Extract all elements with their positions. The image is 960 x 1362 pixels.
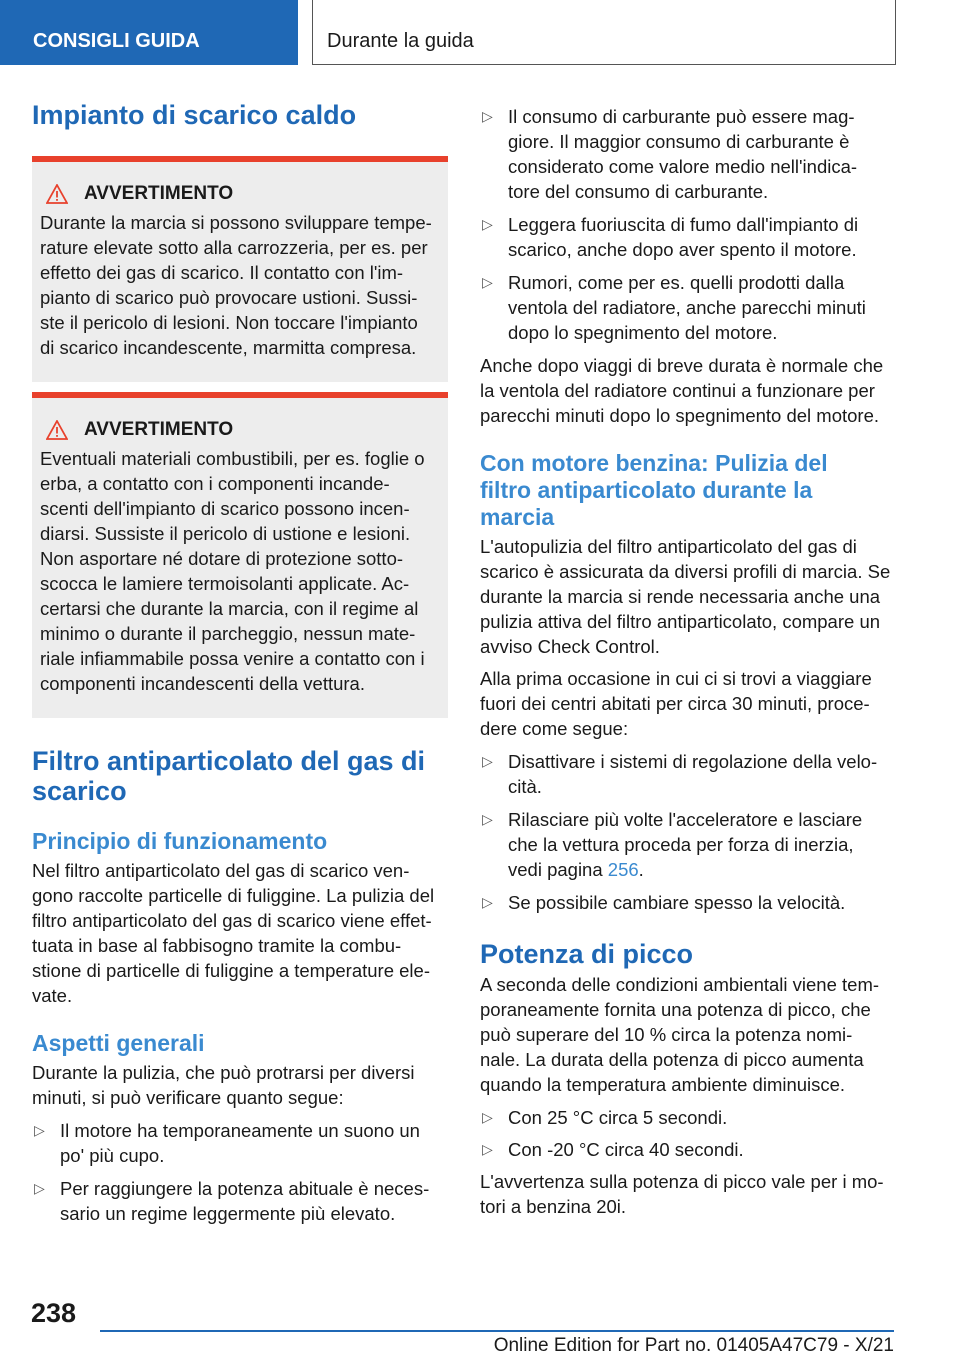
warning-title-2: AVVERTIMENTO xyxy=(40,418,440,442)
general-list xyxy=(32,1118,448,1226)
right-column xyxy=(480,104,896,1219)
heading-principle: Principio di funzionamento xyxy=(32,828,328,854)
list-item: ▷ Con 25 °C circa 5 secondi. xyxy=(482,1107,728,1128)
list-item: ▷ Leggera fuoriuscita di fumo dall'impianto di scarico, anche dopo aver spento il motore. xyxy=(482,214,859,260)
triangle-right-bullet-icon: ▷ xyxy=(34,1122,45,1138)
triangle-right-bullet-icon: ▷ xyxy=(34,1180,45,1196)
triangle-right-bullet-icon: ▷ xyxy=(482,274,493,290)
triangle-right-bullet-icon: ▷ xyxy=(482,108,493,124)
triangle-right-bullet-icon: ▷ xyxy=(482,216,493,232)
peak-paragraph: A seconda delle condizioni ambientali viene tem- poraneamente fornita una potenza di picco, che può superare del 10 % circa la potenza nomi- nale. La durata della potenza di picco aumenta quando la temperatura ambiente diminuisce. xyxy=(480,974,880,1095)
triangle-right-bullet-icon: ▷ xyxy=(482,811,493,827)
footer-divider xyxy=(100,1330,894,1332)
warning-text-1: Durante la marcia si possono sviluppare tempe- rature elevate sotto alla carrozzeria, per es. per effetto dei gas di scarico. Il contatto con l'im- pianto di scarico può provocare ustioni. Sussi- ste il pericolo di lesioni. Non toccare l'impianto di scarico incandescente, marmitta compresa. xyxy=(40,212,432,358)
heading-particulate-filter: Filtro antiparticolato del gas di scarico xyxy=(32,746,426,806)
page-link[interactable]: 256 xyxy=(607,859,639,880)
list-item: ▷ Disattivare i sistemi di regolazione della velo- cità. xyxy=(482,751,878,797)
triangle-right-bullet-icon: ▷ xyxy=(482,1109,493,1125)
list-item: ▷ Rumori, come per es. quelli prodotti dalla ventola del radiatore, anche parecchi minuti dopo lo spegnimento del motore. xyxy=(482,272,866,343)
warning-triangle-icon xyxy=(46,184,68,204)
heading-petrol-cleaning: Con motore benzina: Pulizia del filtro antiparticolato durante la marcia xyxy=(480,450,828,530)
warning-box-2 xyxy=(32,392,448,718)
principle-paragraph: Nel filtro antiparticolato del gas di scarico ven- gono raccolte particelle di fuliggine. La pulizia del filtro antiparticolato del gas di scarico viene effet- tuata in base al fabbisogno tramite la combu- stione di particelle di fuliggine a temperature ele- vate. xyxy=(32,860,435,1006)
page-number: 238 xyxy=(31,1298,77,1328)
procedure-list xyxy=(480,749,896,915)
list-item: ▷ Con -20 °C circa 40 secondi. xyxy=(482,1139,744,1160)
heading-general: Aspetti generali xyxy=(32,1030,205,1056)
general-paragraph: Durante la pulizia, che può protrarsi per diversi minuti, si può verificare quanto segue: xyxy=(32,1062,415,1108)
peak-list xyxy=(480,1105,896,1162)
list-item: ▷ Rilasciare più volte l'acceleratore e lasciare che la vettura proceda per forza di inerzia, vedi pagina 256. xyxy=(482,809,863,880)
triangle-right-bullet-icon: ▷ xyxy=(482,753,493,769)
warning-triangle-icon xyxy=(46,420,68,440)
footer-edition: Online Edition for Part no. 01405A47C79 - X/21 xyxy=(493,1335,894,1356)
list-item: ▷ Se possibile cambiare spesso la velocità. xyxy=(482,892,846,913)
section-tab: CONSIGLI GUIDA xyxy=(0,0,298,65)
warning-box-1 xyxy=(32,156,448,382)
petrol-paragraph: L'autopulizia del filtro antiparticolato del gas di scarico è assicurata da diversi profili di marcia. Se durante la marcia si rende necessaria anche una pulizia attiva del filtro antiparticolato, compare un avviso Check Control. xyxy=(480,536,891,657)
list-item: ▷ Il consumo di carburante può essere mag- giore. Il maggior consumo di carburante è considerato come valore medio nell'indica- tore del consumo di carburante. xyxy=(482,106,858,202)
warning-text-2: Eventuali materiali combustibili, per es. foglie o erba, a contatto con i componenti incande- scenti dell'impianto di scarico possono incen- diarsi. Sussiste il pericolo di ustione e lesioni. Non asportare né dotare di protezione sotto- scocca le lamiere termoisolanti applicate. Ac- certarsi che durante la marcia, con il regime al minimo o durante il parcheggio, nessun mate- riale infiammabile possa venire a contatto con i componenti incandescenti della vettura. xyxy=(40,448,425,694)
left-column xyxy=(32,100,448,1226)
final-paragraph: L'avvertenza sulla potenza di picco vale per i mo- tori a benzina 20i. xyxy=(480,1171,884,1217)
triangle-right-bullet-icon: ▷ xyxy=(482,894,493,910)
list-item: ▷ Per raggiungere la potenza abituale è neces- sario un regime leggermente più elevato. xyxy=(34,1178,430,1224)
heading-peak-power: Potenza di picco xyxy=(480,939,694,969)
chapter-title: Durante la guida xyxy=(312,0,896,65)
warning-title-1: AVVERTIMENTO xyxy=(40,182,440,206)
fan-paragraph: Anche dopo viaggi di breve durata è normale che la ventola del radiatore continui a funzionare per parecchi minuti dopo lo spegnimento del motore. xyxy=(480,355,884,426)
triangle-right-bullet-icon: ▷ xyxy=(482,1141,493,1157)
symptoms-list xyxy=(480,104,896,345)
first-occasion-paragraph: Alla prima occasione in cui ci si trovi a viaggiare fuori dei centri abitati per circa 30 minuti, proce- dere come segue: xyxy=(480,668,872,739)
list-item: ▷ Il motore ha temporaneamente un suono un po' più cupo. xyxy=(34,1120,420,1166)
heading-hot-exhaust: Impianto di scarico caldo xyxy=(32,100,357,130)
